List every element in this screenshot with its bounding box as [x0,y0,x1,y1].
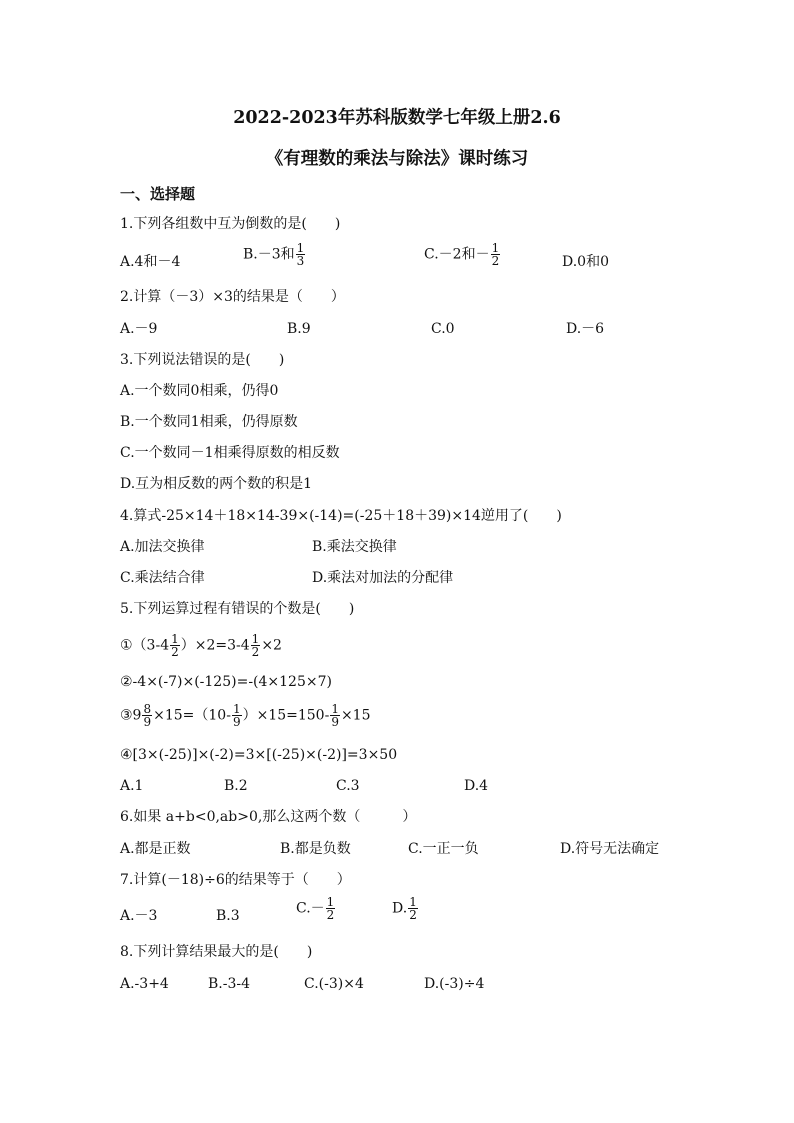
q6-option-b: B.都是负数 [280,841,351,857]
q4-option-b: B.乘法交换律 [312,539,397,555]
fraction-denominator: 9 [232,715,241,729]
q6-option-c: C.一正一负 [408,841,479,857]
question-6-stem: 6.如果 a+b<0,ab>0,那么这两个数（ ） [120,809,417,825]
fraction-denominator: 2 [409,908,417,922]
fraction [142,703,152,728]
q4-option-a: A.加法交换律 [120,539,205,555]
q7-option-a: A.－3 [120,908,158,924]
fraction-numerator: 1 [331,702,339,716]
q8-option-a: A.-3+4 [120,976,169,992]
q8-option-d: D.(-3)÷4 [424,976,485,992]
q5-expression-4: ④[3×(-25)]×(-2)=3×[(-25)×(-2)]=3×50 [120,747,398,763]
fraction [170,633,180,658]
q7-option-b: B.3 [216,908,240,924]
fraction-denominator: 3 [296,254,305,268]
question-3-stem: 3.下列说法错误的是( ) [120,352,285,368]
title-line-1: 2022-2023年苏科版数学七年级上册2.6 [233,108,561,128]
fraction-denominator: 9 [143,715,152,729]
q8-option-b: B.-3-4 [208,976,251,992]
question-4-stem: 4.算式-25×14＋18×14-39×(-14)=(-25＋18＋39)×14逆用了( ) [120,508,562,524]
fraction [408,896,418,921]
question-1-stem: 1.下列各组数中互为倒数的是( ) [120,216,341,232]
fraction-denominator: 9 [331,715,339,729]
q5-option-a: A.1 [120,778,144,794]
fraction [232,703,242,728]
question-8-stem: 8.下列计算结果最大的是( ) [120,944,313,960]
fraction [330,703,340,728]
q5-expression-1: ①（3-4 $\frac{1}{2}$ ）×2=3-4 $\frac{1}{2}$ ×2 [120,632,282,659]
title-line-2: 《有理数的乘法与除法》课时练习 [265,149,529,169]
q8-option-c: C.(-3)×4 [304,976,364,992]
question-7-stem: 7.计算(－18)÷6的结果等于（ ） [120,872,351,888]
fraction-numerator: 1 [251,632,260,646]
fraction [251,633,261,658]
question-5-stem: 5.下列运算过程有错误的个数是( ) [120,601,355,617]
q5-option-b: B.2 [224,778,248,794]
q4-option-c: C.乘法结合律 [120,570,205,586]
fraction-numerator: 8 [143,702,152,716]
fraction-numerator: 1 [296,241,305,255]
q5-expression-2: ②-4×(-7)×(-125)=-(4×125×7) [120,674,332,690]
fraction-denominator: 2 [251,645,260,659]
fraction-numerator: 1 [491,241,500,255]
q7-option-d: D. $\frac{1}{2}$ [392,895,417,922]
q5-option-c: C.3 [336,778,360,794]
section-heading: 一、选择题 [120,185,196,203]
q2-option-a: A.－9 [120,321,158,337]
q5-expression-3: ③9 $\frac{8}{9}$ ×15=（10- $\frac{1}{9}$ ）×15=150- $\frac{1}{9}$ ×15 [120,702,371,729]
q3-option-b: B.一个数同1相乘，仍得原数 [120,414,298,430]
q5-option-d: D.4 [464,778,489,794]
q4-option-d: D.乘法对加法的分配律 [312,570,454,586]
fraction-denominator: 2 [326,908,335,922]
fraction [491,242,501,267]
fraction-numerator: 1 [409,895,417,909]
fraction-numerator: 1 [232,702,241,716]
q2-option-c: C.0 [431,321,455,337]
q7-option-c: C.－ $\frac{1}{2}$ [296,895,335,922]
fraction-denominator: 2 [491,254,500,268]
q2-option-b: B.9 [287,321,311,337]
fraction-numerator: 1 [171,632,179,646]
q3-option-a: A.一个数同0相乘，仍得0 [120,383,279,399]
q1-option-b: B.－3和 $\frac{1}{3}$ [243,241,305,268]
fraction-denominator: 2 [171,645,179,659]
fraction [296,242,306,267]
q3-option-d: D.互为相反数的两个数的积是1 [120,476,313,492]
q1-option-d: D.0和0 [562,254,609,270]
q6-option-a: A.都是正数 [120,841,191,857]
q3-option-c: C.一个数同－1相乘得原数的相反数 [120,445,340,461]
q6-option-d: D.符号无法确定 [560,841,660,857]
q1-option-a: A.4和－4 [120,254,181,270]
fraction [326,896,336,921]
q1-option-c: C.－2和－ $\frac{1}{2}$ [424,241,500,268]
question-2-stem: 2.计算（－3）×3的结果是（ ） [120,289,345,305]
q2-option-d: D.－6 [566,321,605,337]
fraction-numerator: 1 [326,895,335,909]
